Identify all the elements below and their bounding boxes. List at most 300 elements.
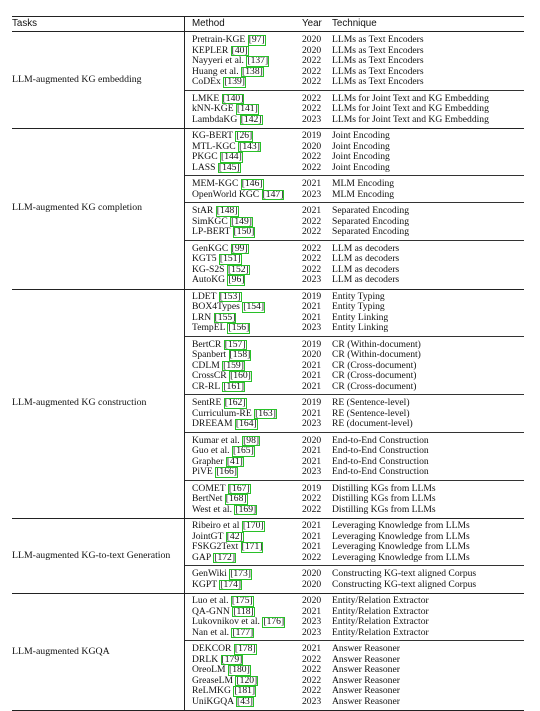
method-name: Guo et al. (192, 445, 230, 456)
citation-link[interactable]: [147] (262, 188, 284, 200)
method-name: ReLMKG (192, 685, 231, 696)
citation-link[interactable]: [163] (255, 407, 276, 419)
method-name: DEKCOR (192, 643, 232, 654)
header-year: Year (302, 18, 322, 29)
citation-number: 148 (219, 205, 235, 216)
technique-cell: Entity/Relation Extractor (332, 626, 429, 638)
citation-link[interactable]: [141] (236, 103, 258, 114)
method-name: SentRE (192, 397, 222, 408)
year-cell: 2021 (302, 205, 322, 216)
year-cell: 2023 (302, 188, 322, 200)
citation-link[interactable]: [166] (216, 466, 237, 477)
technique-cell: Joint Encoding (332, 140, 390, 152)
technique-cell: Entity/Relation Extractor (332, 595, 429, 606)
technique-cell: CR (Cross-document) (332, 370, 417, 381)
technique-cell: RE (document-level) (332, 418, 413, 429)
block-separator (185, 432, 524, 433)
citation-link[interactable]: [144] (221, 151, 242, 162)
year-cell: 2021 (302, 541, 322, 552)
year-cell: 2021 (302, 407, 322, 419)
technique-cell: Leveraging Knowledge from LLMs (332, 551, 470, 563)
citation-link[interactable]: [40] (231, 44, 248, 56)
technique-cell: Entity/Relation Extractor (332, 605, 429, 617)
method-name: CrossCR (192, 370, 227, 381)
citation-number: 172 (217, 551, 232, 563)
method-name: LASS (192, 161, 216, 173)
citation-link[interactable]: [155] (214, 311, 236, 323)
year-cell: 2022 (302, 151, 322, 162)
citation-link[interactable]: [152] (227, 263, 249, 275)
citation-number: 150 (236, 226, 252, 237)
citation-number: 43 (240, 695, 250, 707)
method-name: BertCR (192, 338, 222, 350)
citation-link[interactable]: [150] (233, 226, 255, 237)
method-name: LMKE (192, 92, 220, 104)
technique-cell: LLMs as Text Encoders (332, 34, 424, 45)
method-name: TempEL (192, 322, 226, 333)
year-cell: 2019 (302, 130, 322, 141)
citation-link[interactable]: [162] (224, 397, 246, 408)
method-name: GenWiki (192, 568, 227, 579)
technique-cell: LLM as decoders (332, 253, 400, 264)
citation-number: 164 (239, 418, 254, 429)
citation-number: 97 (251, 34, 262, 45)
citation-link[interactable]: [180] (228, 664, 250, 675)
technique-cell: Entity Linking (332, 311, 389, 323)
citation-number: 165 (236, 445, 251, 456)
citation-number: 155 (217, 311, 233, 323)
technique-cell: Constructing KG-text aligned Corpus (332, 578, 477, 590)
method-cell (192, 628, 254, 639)
year-cell: 2022 (302, 226, 322, 237)
column-divider (184, 289, 185, 519)
method-name: SimKGC (192, 215, 228, 227)
block-separator (185, 202, 524, 203)
task-label: LLM-augmented KG completion (12, 202, 143, 214)
citation-link[interactable]: [145] (218, 161, 240, 173)
citation-number: 41 (230, 455, 240, 467)
citation-link[interactable]: [171] (241, 541, 263, 552)
technique-cell: End-to-End Construction (332, 455, 429, 467)
technique-cell: Answer Reasoner (332, 664, 400, 675)
citation-link[interactable]: [179] (221, 653, 243, 665)
citation-number: 152 (231, 263, 246, 275)
method-name: LambdaKG (192, 113, 238, 125)
year-cell: 2021 (302, 530, 322, 542)
technique-cell: RE (Sentence-level) (332, 407, 410, 419)
year-cell: 2022 (302, 664, 322, 675)
citation-number: 149 (234, 215, 249, 227)
technique-cell: Answer Reasoner (332, 653, 400, 665)
year-cell: 2021 (302, 301, 322, 312)
technique-cell: Answer Reasoner (332, 643, 400, 654)
year-cell: 2022 (302, 653, 322, 665)
method-name: LDET (192, 290, 217, 302)
method-name: BertNet (192, 493, 223, 504)
method-name: COMET (192, 482, 226, 494)
technique-cell: Separated Encoding (332, 205, 409, 216)
citation-number: 173 (233, 568, 248, 579)
method-name: PKGC (192, 151, 218, 162)
technique-cell: Separated Encoding (332, 226, 409, 237)
year-cell: 2021 (302, 455, 322, 467)
technique-cell: Answer Reasoner (332, 674, 400, 686)
column-divider (184, 518, 185, 593)
year-cell: 2022 (302, 242, 322, 254)
method-cell (192, 163, 241, 174)
citation-link[interactable]: [26] (236, 130, 253, 141)
citation-link[interactable]: [173] (230, 568, 251, 579)
technique-cell: LLMs for Joint Text and KG Embedding (332, 103, 489, 114)
task-label: LLM-augmented KG-to-text Generation (12, 549, 171, 561)
year-cell: 2023 (302, 616, 322, 627)
method-name: StAR (192, 205, 214, 216)
method-name: Kumar et al. (192, 434, 240, 446)
technique-cell: LLMs as Text Encoders (332, 55, 424, 66)
citation-link[interactable]: [98] (243, 434, 260, 446)
year-cell: 2020 (302, 568, 322, 579)
technique-cell: End-to-End Construction (332, 434, 429, 446)
block-separator (185, 394, 524, 395)
technique-cell: Constructing KG-text aligned Corpus (332, 568, 477, 579)
citation-link[interactable]: [149] (231, 215, 252, 227)
block-separator (185, 480, 524, 481)
technique-cell: Answer Reasoner (332, 695, 400, 707)
method-name: KG-BERT (192, 130, 233, 141)
citation-link[interactable]: [151] (219, 253, 241, 264)
year-cell: 2021 (302, 520, 322, 531)
method-name: KG-S2S (192, 263, 225, 275)
citation-link[interactable]: [159] (223, 359, 244, 371)
citation-number: 143 (242, 140, 257, 152)
method-name: KEPLER (192, 44, 229, 56)
method-cell (192, 190, 284, 201)
citation-link[interactable]: [169] (235, 503, 257, 515)
year-cell: 2022 (302, 65, 322, 77)
method-name: CDLM (192, 359, 220, 371)
method-name: Nan et al. (192, 626, 230, 638)
citation-number: 180 (232, 664, 247, 675)
year-cell: 2022 (302, 685, 322, 696)
header-divider (184, 16, 185, 32)
citation-number: 120 (239, 674, 255, 686)
technique-cell: LLM as decoders (332, 274, 400, 285)
year-cell: 2020 (302, 578, 322, 590)
year-cell: 2023 (302, 113, 322, 125)
technique-cell: Joint Encoding (332, 151, 390, 162)
method-name: Ribeiro et al (192, 520, 240, 531)
citation-link[interactable]: [41] (226, 455, 243, 467)
citation-link[interactable]: [118] (233, 605, 254, 617)
citation-link[interactable]: [176] (263, 616, 285, 627)
technique-cell: CR (Cross-document) (332, 380, 417, 392)
column-divider (184, 593, 185, 710)
method-name: Huang et al. (192, 65, 239, 77)
citation-link[interactable]: [157] (224, 338, 246, 350)
method-name: PiVE (192, 466, 213, 477)
technique-cell: Joint Encoding (332, 130, 390, 141)
header-technique: Technique (332, 18, 377, 29)
citation-number: 163 (258, 407, 273, 419)
citation-link[interactable]: [137] (247, 55, 269, 66)
year-cell: 2022 (302, 674, 322, 686)
technique-cell: Leveraging Knowledge from LLMs (332, 541, 470, 552)
citation-number: 144 (224, 151, 239, 162)
method-name: UniKGQA (192, 695, 234, 707)
citation-number: 179 (224, 653, 240, 665)
block-separator (185, 240, 524, 241)
citation-number: 140 (225, 92, 241, 104)
citation-link[interactable]: [97] (248, 34, 265, 45)
technique-cell: CR (Within-document) (332, 338, 421, 350)
year-cell: 2021 (302, 643, 322, 654)
citation-number: 142 (243, 113, 259, 125)
citation-link[interactable]: [178] (234, 643, 256, 654)
citation-number: 159 (226, 359, 241, 371)
year-cell: 2021 (302, 311, 322, 323)
technique-cell: LLMs as Text Encoders (332, 76, 424, 87)
method-name: Pretrain-KGE (192, 34, 246, 45)
method-name: DREEAM (192, 418, 233, 429)
citation-link[interactable]: [96] (228, 274, 245, 285)
year-cell: 2023 (302, 322, 322, 333)
method-name: DRLK (192, 653, 219, 665)
year-cell: 2020 (302, 434, 322, 446)
technique-cell: LLMs as Text Encoders (332, 44, 424, 56)
year-cell: 2023 (302, 418, 322, 429)
year-cell: 2022 (302, 253, 322, 264)
citation-number: 26 (239, 130, 250, 141)
method-name: GenKGC (192, 242, 229, 254)
method-name: Lukovnikov et al. (192, 616, 260, 627)
technique-cell: MLM Encoding (332, 188, 395, 200)
citation-link[interactable]: [148] (216, 205, 238, 216)
technique-cell: LLM as decoders (332, 242, 400, 254)
method-name: Luo et al. (192, 595, 229, 606)
method-name: LRN (192, 311, 212, 323)
year-cell: 2020 (302, 34, 322, 45)
method-name: MEM-KGC (192, 178, 239, 189)
block-separator (185, 640, 524, 641)
citation-number: 162 (227, 397, 243, 408)
method-name: FSKG2Text (192, 541, 239, 552)
method-name: OpenWorld KGC (192, 188, 260, 200)
technique-cell: LLMs as Text Encoders (332, 65, 424, 77)
header-rule (12, 31, 524, 32)
year-cell: 2022 (302, 215, 322, 227)
citation-number: 42 (229, 530, 240, 542)
method-cell (192, 505, 257, 516)
method-cell (192, 580, 242, 591)
technique-cell: Leveraging Knowledge from LLMs (332, 520, 470, 531)
task-label: LLM-augmented KG embedding (12, 74, 142, 85)
citation-number: 176 (266, 616, 281, 627)
year-cell: 2022 (302, 503, 322, 515)
technique-cell: LLMs for Joint Text and KG Embedding (332, 92, 489, 104)
technique-cell: Entity Typing (332, 290, 385, 302)
citation-link[interactable]: [165] (232, 445, 254, 456)
citation-number: 161 (226, 380, 241, 392)
column-divider (184, 32, 185, 128)
year-cell: 2022 (302, 493, 322, 504)
citation-number: 99 (234, 242, 245, 254)
citation-link[interactable]: [139] (224, 76, 245, 87)
technique-cell: Answer Reasoner (332, 685, 400, 696)
citation-link[interactable]: [156] (228, 322, 250, 333)
citation-link[interactable]: [42] (226, 530, 243, 542)
method-name: LP-BERT (192, 226, 231, 237)
year-cell: 2021 (302, 380, 322, 392)
citation-number: 96 (231, 274, 242, 285)
method-cell (192, 697, 254, 708)
citation-number: 171 (244, 541, 260, 552)
technique-cell: Entity Linking (332, 322, 389, 333)
block-separator (185, 565, 524, 566)
citation-link[interactable]: [168] (225, 493, 247, 504)
task-label: LLM-augmented KG construction (12, 397, 147, 409)
method-cell (192, 323, 250, 334)
method-name: JointGT (192, 530, 224, 542)
method-name: West et al. (192, 503, 232, 515)
citation-link[interactable]: [142] (240, 113, 262, 125)
citation-number: 151 (223, 253, 238, 264)
citation-number: 170 (246, 520, 261, 531)
citation-number: 141 (240, 103, 255, 114)
year-cell: 2019 (302, 338, 322, 350)
citation-number: 139 (227, 76, 242, 87)
block-separator (185, 90, 524, 91)
year-cell: 2021 (302, 178, 322, 189)
citation-link[interactable]: [172] (214, 551, 236, 563)
task-label: LLM-augmented KGQA (12, 645, 110, 657)
citation-link[interactable]: [120] (236, 674, 258, 686)
citation-number: 138 (245, 65, 260, 77)
year-cell: 2022 (302, 161, 322, 173)
year-cell: 2019 (302, 482, 322, 494)
citation-number: 167 (232, 482, 247, 494)
technique-cell: End-to-End Construction (332, 445, 429, 456)
technique-cell: Joint Encoding (332, 161, 390, 173)
method-name: Grapher (192, 455, 224, 467)
method-name: Nayyeri et al. (192, 55, 244, 66)
citation-link[interactable]: [99] (231, 242, 248, 254)
method-name: MTL-KGC (192, 140, 236, 152)
year-cell: 2020 (302, 140, 322, 152)
method-name: OreoLM (192, 664, 226, 675)
year-cell: 2020 (302, 44, 322, 56)
citation-number: 156 (231, 322, 247, 333)
block-separator (185, 175, 524, 176)
citation-link[interactable]: [154] (243, 301, 265, 312)
year-cell: 2019 (302, 290, 322, 302)
year-cell: 2022 (302, 263, 322, 275)
method-name: QA-GNN (192, 605, 230, 617)
citation-number: 169 (238, 503, 253, 515)
technique-cell: RE (Sentence-level) (332, 397, 410, 408)
citation-link[interactable]: [174] (220, 578, 242, 590)
citation-number: 166 (219, 466, 234, 477)
group-rule (12, 289, 524, 290)
year-cell: 2022 (302, 551, 322, 563)
citation-link[interactable]: [161] (223, 380, 245, 392)
technique-cell: Entity/Relation Extractor (332, 616, 429, 627)
citation-number: 175 (235, 595, 250, 606)
method-name: AutoKG (192, 274, 226, 285)
method-name: CoDEx (192, 76, 221, 87)
citation-link[interactable]: [138] (242, 65, 263, 77)
citation-link[interactable]: [143] (239, 140, 260, 152)
year-cell: 2022 (302, 76, 322, 87)
citation-number: 118 (236, 605, 251, 617)
citation-number: 154 (246, 301, 261, 312)
technique-cell: Distilling KGs from LLMs (332, 493, 436, 504)
citation-link[interactable]: [181] (234, 685, 256, 696)
year-cell: 2020 (302, 595, 322, 606)
citation-number: 137 (250, 55, 265, 66)
citation-link[interactable]: [158] (229, 349, 251, 360)
citation-link[interactable]: [177] (232, 626, 254, 638)
technique-cell: Distilling KGs from LLMs (332, 482, 436, 494)
technique-cell: Separated Encoding (332, 215, 409, 227)
method-name: GAP (192, 551, 211, 563)
citation-link[interactable]: [160] (230, 370, 251, 381)
technique-cell: CR (Within-document) (332, 349, 421, 360)
method-name: GreaseLM (192, 674, 234, 686)
technique-cell: LLM as decoders (332, 263, 400, 275)
citation-link[interactable]: [140] (222, 92, 244, 104)
citation-number: 181 (237, 685, 252, 696)
method-name: Curriculum-RE (192, 407, 252, 419)
citation-number: 145 (222, 161, 237, 173)
year-cell: 2023 (302, 466, 322, 477)
technique-cell: Entity Typing (332, 301, 385, 312)
citation-number: 40 (234, 44, 245, 56)
citation-link[interactable]: [43] (236, 695, 253, 707)
technique-cell: Leveraging Knowledge from LLMs (332, 530, 470, 542)
citation-number: 168 (228, 493, 244, 504)
technique-cell: LLMs for Joint Text and KG Embedding (332, 113, 489, 125)
header-method: Method (192, 18, 225, 29)
year-cell: 2021 (302, 605, 322, 617)
method-cell (192, 77, 246, 88)
year-cell: 2019 (302, 397, 322, 408)
year-cell: 2023 (302, 274, 322, 285)
year-cell: 2023 (302, 695, 322, 707)
year-cell: 2022 (302, 55, 322, 66)
citation-link[interactable]: [153] (219, 290, 241, 302)
method-cell (192, 115, 263, 126)
method-name: KGT5 (192, 253, 217, 264)
year-cell: 2022 (302, 103, 322, 114)
citation-number: 146 (244, 178, 260, 189)
method-name: BOX4Types (192, 301, 240, 312)
method-name: KGPT (192, 578, 217, 590)
method-name: Spanbert (192, 349, 227, 360)
method-cell (192, 419, 258, 430)
citation-link[interactable]: [146] (241, 178, 263, 189)
citation-number: 157 (227, 338, 243, 350)
year-cell: 2023 (302, 626, 322, 638)
method-name: kNN-KGE (192, 103, 234, 114)
year-cell: 2021 (302, 359, 322, 371)
citation-link[interactable]: [167] (228, 482, 250, 494)
year-cell: 2021 (302, 370, 322, 381)
citation-link[interactable]: [175] (231, 595, 253, 606)
citation-link[interactable]: [164] (235, 418, 257, 429)
citation-link[interactable]: [170] (242, 520, 264, 531)
year-cell: 2020 (302, 349, 322, 360)
citation-number: 174 (223, 578, 238, 590)
